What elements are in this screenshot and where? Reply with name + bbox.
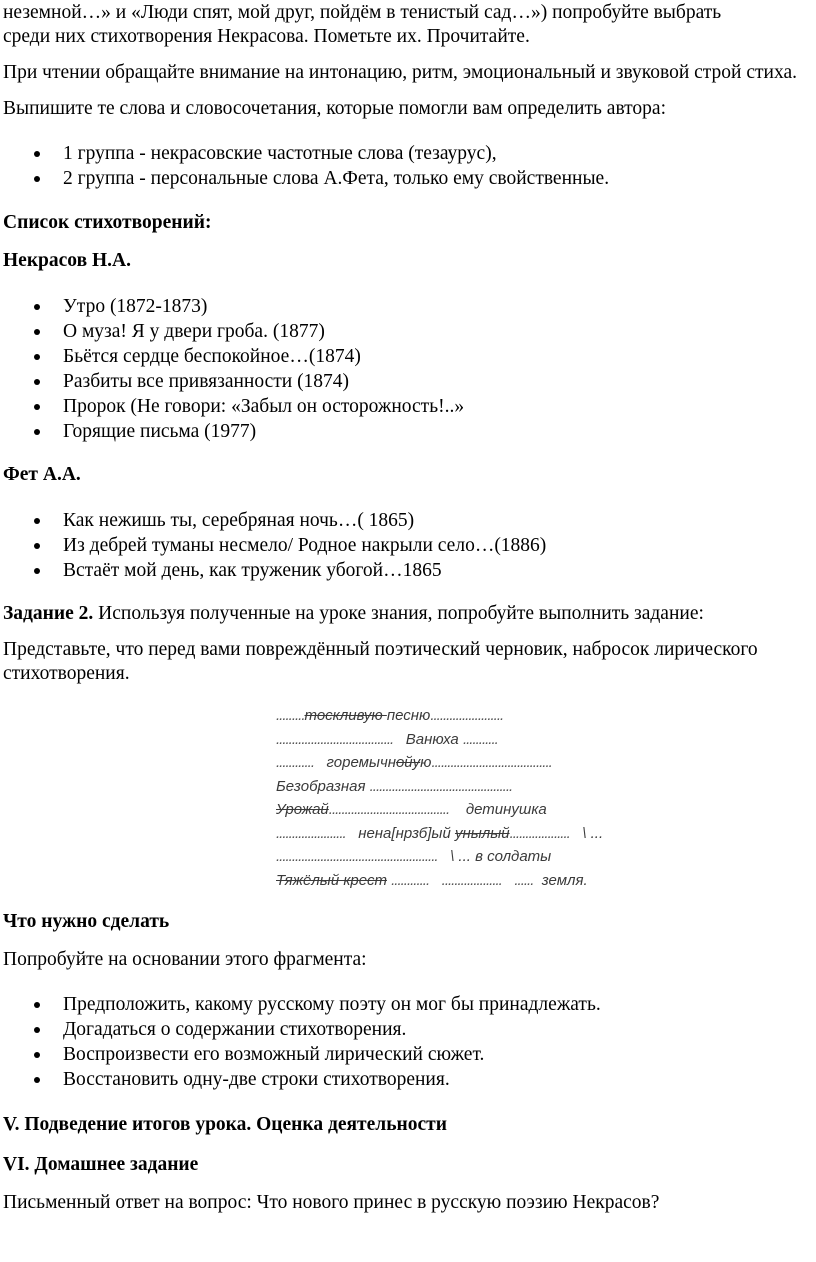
draft-line: Тяжёлый крест ............ ................... ...... земля.	[276, 871, 588, 889]
draft-line: ..................................... Ванюха ...........	[276, 730, 498, 748]
list-item: 2 группа - персональные слова А.Фета, только ему свойственные.	[3, 166, 816, 191]
list-item: Утро (1872-1873)	[3, 294, 816, 319]
nekrasov-heading: Некрасов Н.А.	[3, 250, 131, 271]
list-item: Восстановить одну-две строки стихотворения.	[3, 1067, 816, 1092]
write-out-instruction: Выпишите те слова и словосочетания, которые помогли вам определить автора:	[3, 98, 666, 119]
list-item: Из дебрей туманы несмело/ Родное накрыли село…(1886)	[3, 533, 816, 558]
list-item: Встаёт мой день, как труженик убогой…1865	[3, 558, 816, 583]
intro-line-1: неземной…» и «Люди спят, мой друг, пойдём в тенистый сад…») попробуйте выбрать	[3, 2, 722, 23]
draft-line: ...................... нена[нрзб]ый унылый................... \ ...	[276, 824, 604, 842]
poem-list-title: Список стихотворений:	[3, 212, 212, 233]
fet-poems-list	[3, 508, 816, 583]
list-item: Как нежишь ты, серебряная ночь…( 1865)	[3, 508, 816, 533]
task2-label: Задание 2.	[3, 603, 94, 624]
draft-line: ............ горемычнойую......................................	[276, 754, 552, 771]
draft-intro: Представьте, что перед вами повреждённый поэтический черновик, набросок лирического стихотворения.	[3, 639, 758, 684]
section-5-heading: V. Подведение итогов урока. Оценка деятельности	[3, 1114, 447, 1135]
draft-line: Безобразная .............................................	[276, 777, 513, 795]
list-item: О муза! Я у двери гроба. (1877)	[3, 319, 816, 344]
groups-list	[3, 141, 816, 191]
nekrasov-poems-list	[3, 294, 816, 444]
todo-intro: Попробуйте на основании этого фрагмента:	[3, 949, 367, 970]
draft-line: .........тоскливую песню.......................	[276, 707, 504, 724]
draft-line: ................................................... \ ... в солдаты	[276, 848, 552, 865]
task2-text: Используя полученные на уроке знания, попробуйте выполнить задание:	[93, 603, 704, 624]
todo-list	[3, 992, 816, 1092]
list-item: Разбиты все привязанности (1874)	[3, 369, 816, 394]
poem-draft-fragment	[276, 704, 656, 892]
reading-note: При чтении обращайте внимание на интонацию, ритм, эмоциональный и звуковой строй стиха.	[3, 62, 797, 83]
fet-heading: Фет А.А.	[3, 464, 81, 485]
homework-text: Письменный ответ на вопрос: Что нового принес в русскую поэзию Некрасов?	[3, 1192, 660, 1213]
list-item: 1 группа - некрасовские частотные слова (тезаурус),	[3, 141, 816, 166]
list-item: Воспроизвести его возможный лирический сюжет.	[3, 1042, 816, 1067]
list-item: Пророк (Не говори: «Забыл он осторожность!..»	[3, 394, 816, 419]
list-item: Горящие письма (1977)	[3, 419, 816, 444]
intro-line-2: среди них стихотворения Некрасова. Пометьте их. Прочитайте.	[3, 26, 530, 47]
task2-paragraph	[3, 602, 816, 626]
list-item: Догадаться о содержании стихотворения.	[3, 1017, 816, 1042]
document-page	[0, 1, 816, 1262]
list-item: Предположить, какому русскому поэту он мог бы принадлежать.	[3, 992, 816, 1017]
todo-heading: Что нужно сделать	[3, 911, 170, 932]
intro-paragraph	[3, 1, 816, 49]
section-6-heading: VI. Домашнее задание	[3, 1154, 199, 1175]
draft-line: Урожай...................................... детинушка	[276, 801, 547, 818]
list-item: Бьётся сердце беспокойное…(1874)	[3, 344, 816, 369]
